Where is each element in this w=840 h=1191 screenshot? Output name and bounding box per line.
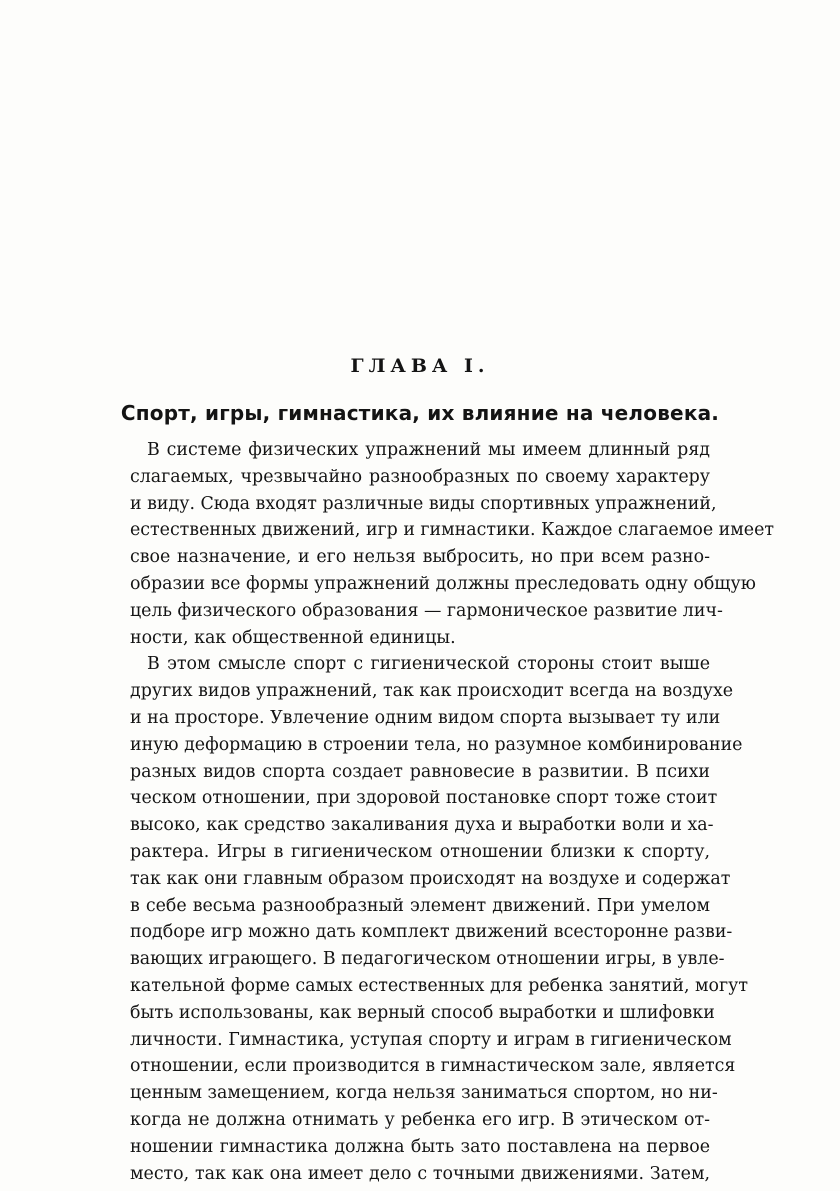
paragraph-line: быть использованы, как верный способ выработки и шлифовки <box>130 1002 715 1023</box>
paragraph-line: разных видов спорта создает равновесие в развитии. В психи <box>130 761 710 782</box>
paragraph-line: ности, как общественной единицы. <box>130 627 456 648</box>
paragraph-line: личности. Гимнастика, уступая спорту и играм в гигиеническом <box>130 1029 732 1050</box>
paragraph-line: ношении гимнастика должна быть зато поставлена на первое <box>130 1136 710 1157</box>
paragraph-line: и на просторе. Увлечение одним видом спорта вызывает ту или <box>130 707 721 728</box>
paragraph-line: В этом смысле спорт с гигиенической стороны стоит выше <box>147 654 710 675</box>
paragraph-line: подборе игр можно дать комплект движений всесторонне разви- <box>130 922 733 943</box>
paragraph-line: рактера. Игры в гигиеническом отношении близки к спорту, <box>130 841 710 862</box>
paragraph-line: когда не должна отнимать у ребенка его игр. В этическом от- <box>130 1109 710 1130</box>
paragraph-line: образии все формы упражнений должны преследовать одну общую <box>130 573 756 594</box>
paragraph-line: цель физического образования — гармоническое развитие лич- <box>130 600 723 621</box>
paragraph-line: место, так как она имеет дело с точными движениями. Затем, <box>130 1163 710 1184</box>
paragraph-line: других видов упражнений, так как происходит всегда на воздухе <box>130 681 734 702</box>
paragraph-line: В системе физических упражнений мы имеем длинный ряд <box>147 440 710 460</box>
paragraph-line: кательной форме самых естественных для ребенка занятий, могут <box>130 975 748 996</box>
paragraph-line: слагаемых, чрезвычайно разнообразных по своему характеру <box>130 466 710 487</box>
body-text <box>130 437 774 1187</box>
paragraph-line: иную деформацию в строении тела, но разумное комбинирование <box>130 734 743 755</box>
chapter-title: Спорт, игры, гимнастика, их влияние на человека. <box>120 401 720 425</box>
paragraph-line: и виду. Сюда входят различные виды спортивных упражнений, <box>130 493 717 514</box>
chapter-number: ГЛАВА I. <box>350 355 490 377</box>
paragraph-line: естественных движений, игр и гимнастики. Каждое слагаемое имеет <box>130 520 774 541</box>
paragraph-line: ческом отношении, при здоровой постановке спорт тоже стоит <box>130 788 718 809</box>
paragraph-line: свое назначение, и его нельзя выбросить, но при всем разно- <box>130 547 710 568</box>
paragraph-line: вающих играющего. В педагогическом отношении игры, в увле- <box>130 949 725 970</box>
paragraph-line: высоко, как средство закаливания духа и выработки воли и ха- <box>130 815 714 836</box>
paragraph-line: в себе весьма разнообразный элемент движений. При умелом <box>130 895 710 916</box>
paragraph-line: так как они главным образом происходят на воздухе и содержат <box>130 868 731 889</box>
paragraph-line: ценным замещением, когда нельзя заниматься спортом, но ни- <box>130 1083 718 1104</box>
paragraph-line: отношении, если производится в гимнастическом зале, является <box>130 1056 736 1077</box>
